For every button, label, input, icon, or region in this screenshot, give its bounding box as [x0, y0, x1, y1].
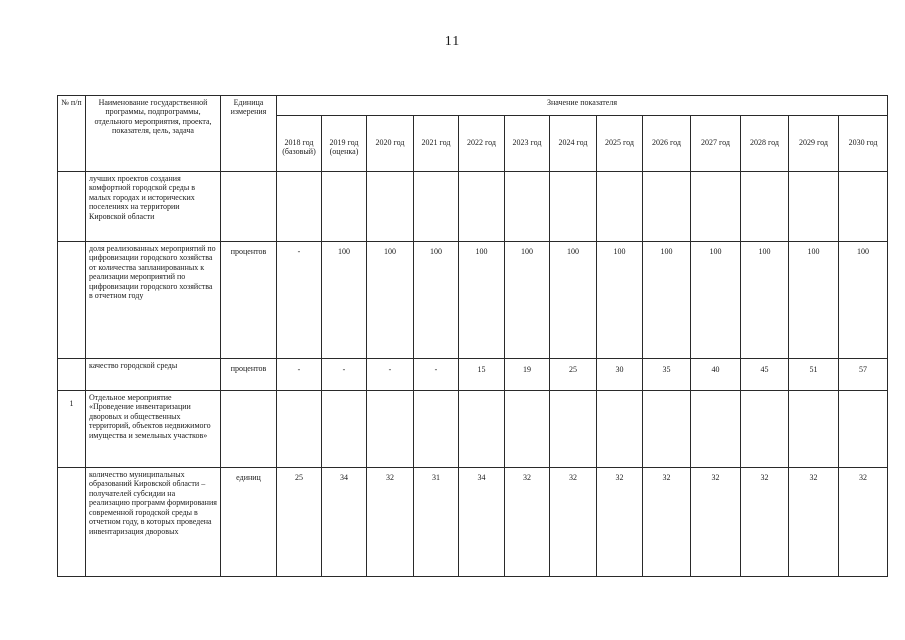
table-row — [58, 172, 888, 242]
value-cell: 100 — [367, 242, 414, 359]
row-number: 1 — [58, 391, 86, 468]
header-year: 2030 год — [839, 116, 888, 172]
value-cell — [550, 172, 597, 242]
value-cell: 34 — [459, 468, 505, 577]
value-cell: 100 — [691, 242, 741, 359]
page-number: 11 — [444, 34, 461, 49]
value-cell — [505, 172, 550, 242]
value-cell: 40 — [691, 359, 741, 391]
header-year: 2018 год (базовый) — [277, 116, 322, 172]
value-cell: 45 — [741, 359, 789, 391]
value-cell — [414, 172, 459, 242]
header-num: № п/п — [58, 96, 86, 172]
value-cell — [367, 172, 414, 242]
value-cell — [839, 391, 888, 468]
value-cell: 32 — [839, 468, 888, 577]
value-cell: 51 — [789, 359, 839, 391]
value-cell: 100 — [741, 242, 789, 359]
value-cell — [459, 172, 505, 242]
value-cell: 30 — [597, 359, 643, 391]
header-year: 2023 год — [505, 116, 550, 172]
value-cell — [741, 172, 789, 242]
row-number — [58, 468, 86, 577]
indicator-name: количество муниципальных образований Кировской области – получателей субсидии на реализацию программ формирования современной городской среды в отчетном году, в которых проведена инвентаризация дворовых — [86, 468, 221, 577]
value-cell: 100 — [322, 242, 367, 359]
value-cell: 31 — [414, 468, 459, 577]
value-cell — [741, 391, 789, 468]
table-row — [58, 242, 888, 359]
value-cell: 32 — [741, 468, 789, 577]
unit-cell: единиц — [221, 468, 277, 577]
value-cell: 32 — [691, 468, 741, 577]
indicator-name: лучших проектов создания комфортной городской среды в малых городах и исторических поселениях на территории Кировской области — [86, 172, 221, 242]
value-cell — [643, 391, 691, 468]
table-row — [58, 391, 888, 468]
indicator-name: доля реализованных мероприятий по цифровизации городского хозяйства от количества запланированных к реализации мероприятий по цифровизации городского хозяйства в отчетном году — [86, 242, 221, 359]
value-cell: - — [277, 242, 322, 359]
header-values: Значение показателя — [277, 96, 888, 116]
row-number — [58, 172, 86, 242]
value-cell: 100 — [839, 242, 888, 359]
value-cell: - — [277, 359, 322, 391]
value-cell — [277, 172, 322, 242]
value-cell — [322, 391, 367, 468]
value-cell — [597, 172, 643, 242]
header-year: 2024 год — [550, 116, 597, 172]
table-row — [58, 359, 888, 391]
value-cell: 100 — [459, 242, 505, 359]
value-cell — [277, 391, 322, 468]
value-cell: 19 — [505, 359, 550, 391]
value-cell — [550, 391, 597, 468]
table-row — [58, 468, 888, 577]
value-cell — [414, 391, 459, 468]
header-year: 2019 год (оценка) — [322, 116, 367, 172]
value-cell: 32 — [643, 468, 691, 577]
header-year: 2021 год — [414, 116, 459, 172]
indicator-name: качество городской среды — [86, 359, 221, 391]
value-cell: 32 — [789, 468, 839, 577]
value-cell: 100 — [414, 242, 459, 359]
unit-cell: процентов — [221, 242, 277, 359]
value-cell — [789, 391, 839, 468]
value-cell: 100 — [643, 242, 691, 359]
value-cell: 32 — [550, 468, 597, 577]
header-year: 2027 год — [691, 116, 741, 172]
value-cell: - — [322, 359, 367, 391]
value-cell: 35 — [643, 359, 691, 391]
value-cell — [643, 172, 691, 242]
value-cell — [505, 391, 550, 468]
header-year: 2026 год — [643, 116, 691, 172]
row-number — [58, 359, 86, 391]
header-year: 2022 год — [459, 116, 505, 172]
value-cell — [691, 172, 741, 242]
value-cell — [367, 391, 414, 468]
value-cell — [839, 172, 888, 242]
value-cell: 100 — [789, 242, 839, 359]
header-unit: Единица измерения — [221, 96, 277, 172]
value-cell — [789, 172, 839, 242]
value-cell: 100 — [597, 242, 643, 359]
value-cell: 25 — [550, 359, 597, 391]
header-year: 2028 год — [741, 116, 789, 172]
unit-cell — [221, 391, 277, 468]
value-cell: 100 — [550, 242, 597, 359]
value-cell: 32 — [597, 468, 643, 577]
value-cell: 57 — [839, 359, 888, 391]
unit-cell — [221, 172, 277, 242]
indicator-table — [57, 95, 888, 577]
value-cell: 32 — [505, 468, 550, 577]
header-year: 2025 год — [597, 116, 643, 172]
value-cell: 100 — [505, 242, 550, 359]
value-cell — [691, 391, 741, 468]
value-cell — [322, 172, 367, 242]
value-cell: 32 — [367, 468, 414, 577]
value-cell: - — [414, 359, 459, 391]
value-cell: - — [367, 359, 414, 391]
header-year: 2020 год — [367, 116, 414, 172]
row-number — [58, 242, 86, 359]
indicator-name: Отдельное мероприятие «Проведение инвентаризации дворовых и общественных территорий, объектов недвижимого имущества и земельных участков» — [86, 391, 221, 468]
value-cell: 25 — [277, 468, 322, 577]
header-name: Наименование государственной программы, подпрограммы, отдельного мероприятия, проекта, показателя, цель, задача — [86, 96, 221, 172]
unit-cell: процентов — [221, 359, 277, 391]
value-cell — [459, 391, 505, 468]
header-year: 2029 год — [789, 116, 839, 172]
value-cell: 15 — [459, 359, 505, 391]
value-cell — [597, 391, 643, 468]
value-cell: 34 — [322, 468, 367, 577]
